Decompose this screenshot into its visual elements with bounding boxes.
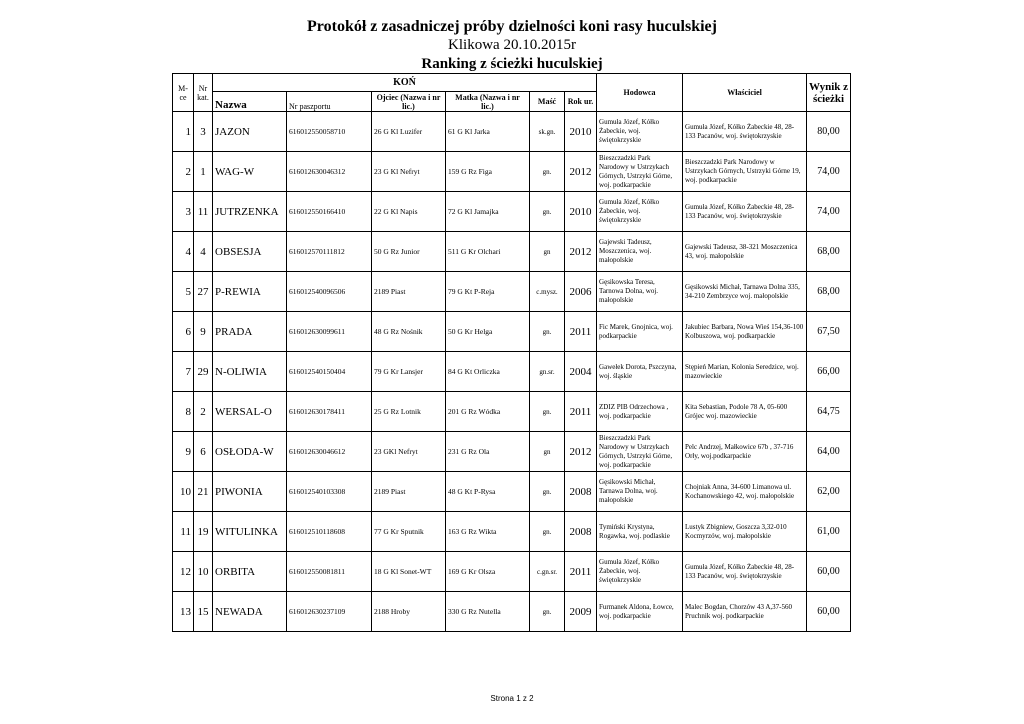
place-date: Klikowa 20.10.2015r	[448, 37, 576, 53]
col-header-ojciec: Ojciec (Nazwa i nr lic.)	[372, 92, 446, 112]
score-cell: 68,00	[807, 232, 851, 272]
rank-cell: 7	[173, 352, 194, 392]
owner-cell: Malec Bogdan, Chorzów 43 A,37-560 Pruchnik woj. podkarpackie	[683, 592, 807, 632]
rank-cell: 13	[173, 592, 194, 632]
catalog-number-cell: 6	[194, 432, 213, 472]
passport-cell: 616012540150404	[287, 352, 372, 392]
table-row	[173, 432, 851, 472]
sire-cell: 26 G Kl Luzifer	[372, 112, 446, 152]
horse-name-cell: P-REWIA	[213, 272, 287, 312]
birth-year-cell: 2012	[565, 232, 597, 272]
breeder-cell: Furmanek Aldona, Łowce, woj. podkarpackie	[597, 592, 683, 632]
col-header-nr: Nr kat.	[194, 74, 213, 112]
dam-cell: 231 G Rz Ola	[446, 432, 530, 472]
table-row	[173, 512, 851, 552]
color-cell: gn.	[530, 192, 565, 232]
birth-year-cell: 2011	[565, 312, 597, 352]
rank-cell: 5	[173, 272, 194, 312]
score-cell: 60,00	[807, 552, 851, 592]
table-row	[173, 232, 851, 272]
breeder-cell: Gumuła Józef, Kółko Żabeckie, woj. świętokrzyskie	[597, 552, 683, 592]
rank-cell: 11	[173, 512, 194, 552]
passport-cell: 616012550081811	[287, 552, 372, 592]
birth-year-cell: 2011	[565, 552, 597, 592]
birth-year-cell: 2009	[565, 592, 597, 632]
sire-cell: 23 G Kl Nefryt	[372, 152, 446, 192]
catalog-number-cell: 27	[194, 272, 213, 312]
col-header-paszport: Nr paszportu	[287, 92, 372, 112]
score-cell: 80,00	[807, 112, 851, 152]
birth-year-cell: 2008	[565, 472, 597, 512]
col-header-matka: Matka (Nazwa i nr lic.)	[446, 92, 530, 112]
owner-cell: Stępień Marian, Kolonia Seredzice, woj. mazowieckie	[683, 352, 807, 392]
catalog-number-cell: 9	[194, 312, 213, 352]
catalog-number-cell: 4	[194, 232, 213, 272]
horse-name-cell: OSŁODA-W	[213, 432, 287, 472]
owner-cell: Gumuła Józef, Kółko Żabeckie 48, 28-133 Pacanów, woj. świętokrzyskie	[683, 552, 807, 592]
horse-name-cell: WERSAL-O	[213, 392, 287, 432]
table-row	[173, 192, 851, 232]
horse-name-cell: PIWONIA	[213, 472, 287, 512]
birth-year-cell: 2010	[565, 112, 597, 152]
sire-cell: 48 G Rz Nośnik	[372, 312, 446, 352]
breeder-cell: Tymiński Krystyna, Rogawka, woj. podlaskie	[597, 512, 683, 552]
breeder-cell: Gumuła Józef, Kółko Żabeckie, woj. świętokrzyskie	[597, 192, 683, 232]
sire-cell: 2189 Piast	[372, 272, 446, 312]
breeder-cell: Gajewski Tadeusz, Moszczenica, woj. małopolskie	[597, 232, 683, 272]
color-cell: c.mysz.	[530, 272, 565, 312]
table-row	[173, 392, 851, 432]
sire-cell: 2188 Hroby	[372, 592, 446, 632]
rank-cell: 2	[173, 152, 194, 192]
col-header-hodowca: Hodowca	[597, 74, 683, 112]
table-row	[173, 592, 851, 632]
rank-cell: 1	[173, 112, 194, 152]
horse-name-cell: N-OLIWIA	[213, 352, 287, 392]
breeder-cell: Fic Marek, Gnojnica, woj. podkarpackie	[597, 312, 683, 352]
col-header-wlasciciel: Właściciel	[683, 74, 807, 112]
rank-cell: 4	[173, 232, 194, 272]
owner-cell: Gajewski Tadeusz, 38-321 Moszczenica 43, woj. małopolskie	[683, 232, 807, 272]
passport-cell: 616012630178411	[287, 392, 372, 432]
col-header-kon: KOŃ	[213, 74, 597, 92]
document-title: Protokół z zasadniczej próby dzielności koni rasy huculskiej	[307, 18, 717, 35]
owner-cell: Jakubiec Barbara, Nowa Wieś 154,36-100 Kolbuszowa, woj. podkarpackie	[683, 312, 807, 352]
birth-year-cell: 2006	[565, 272, 597, 312]
horse-name-cell: WAG-W	[213, 152, 287, 192]
owner-cell: Chojniak Anna, 34-600 Limanowa ul. Kochanowskiego 42, woj. małopolskie	[683, 472, 807, 512]
col-header-rok: Rok ur.	[565, 92, 597, 112]
dam-cell: 61 G Kl Jarka	[446, 112, 530, 152]
table-row	[173, 112, 851, 152]
passport-cell: 616012540103308	[287, 472, 372, 512]
dam-cell: 511 G Kr Olchari	[446, 232, 530, 272]
rank-cell: 6	[173, 312, 194, 352]
score-cell: 66,00	[807, 352, 851, 392]
dam-cell: 201 G Rz Wódka	[446, 392, 530, 432]
score-cell: 64,00	[807, 432, 851, 472]
dam-cell: 79 G Kt P-Reja	[446, 272, 530, 312]
catalog-number-cell: 15	[194, 592, 213, 632]
sire-cell: 18 G Kl Sonet-WT	[372, 552, 446, 592]
table-row	[173, 152, 851, 192]
sire-cell: 79 G Kr Lansjer	[372, 352, 446, 392]
horse-name-cell: ORBITA	[213, 552, 287, 592]
score-cell: 67,50	[807, 312, 851, 352]
breeder-cell: Bieszczadzki Park Narodowy w Ustrzykach Górnych, Ustrzyki Górne, woj. podkarpackie	[597, 432, 683, 472]
breeder-cell: Gęsikowski Michał, Tarnawa Dolna, woj. małopolskie	[597, 472, 683, 512]
breeder-cell: Bieszczadzki Park Narodowy w Ustrzykach Górnych, Ustrzyki Górne, woj. podkarpackie	[597, 152, 683, 192]
score-cell: 62,00	[807, 472, 851, 512]
sire-cell: 50 G Rz Junior	[372, 232, 446, 272]
catalog-number-cell: 11	[194, 192, 213, 232]
score-cell: 74,00	[807, 192, 851, 232]
passport-cell: 616012550058710	[287, 112, 372, 152]
passport-cell: 616012540096506	[287, 272, 372, 312]
birth-year-cell: 2012	[565, 432, 597, 472]
breeder-cell: ZDIZ PIB Odrzechowa , woj. podkarpackie	[597, 392, 683, 432]
rank-cell: 8	[173, 392, 194, 432]
color-cell: gn.	[530, 312, 565, 352]
table-row	[173, 272, 851, 312]
horse-name-cell: JUTRZENKA	[213, 192, 287, 232]
color-cell: c.gn.sr.	[530, 552, 565, 592]
horse-name-cell: JAZON	[213, 112, 287, 152]
passport-cell: 616012630046312	[287, 152, 372, 192]
color-cell: gn.sr.	[530, 352, 565, 392]
dam-cell: 163 G Rz Wikta	[446, 512, 530, 552]
table-row	[173, 312, 851, 352]
birth-year-cell: 2011	[565, 392, 597, 432]
owner-cell: Lustyk Zbigniew, Goszcza 3,32-010 Kocmyrzów, woj. małopolskie	[683, 512, 807, 552]
sire-cell: 77 G Kr Sputnik	[372, 512, 446, 552]
owner-cell: Gęsikowski Michał, Tarnawa Dolna 335, 34-210 Zembrzyce woj. małopolskie	[683, 272, 807, 312]
owner-cell: Gumuła Józef, Kółko Żabeckie 48, 28-133 Pacanów, woj. świętokrzyskie	[683, 112, 807, 152]
rank-cell: 10	[173, 472, 194, 512]
ranking-subtitle: Ranking z ścieżki huculskiej	[421, 56, 603, 72]
page-footer: Strona 1 z 2	[490, 694, 534, 703]
table-row	[173, 552, 851, 592]
birth-year-cell: 2010	[565, 192, 597, 232]
rank-cell: 12	[173, 552, 194, 592]
table-row	[173, 472, 851, 512]
horse-name-cell: OBSESJA	[213, 232, 287, 272]
owner-cell: Bieszczadzki Park Narodowy w Ustrzykach Górnych, Ustrzyki Górne 19, woj. podkarpackie	[683, 152, 807, 192]
breeder-cell: Gumuła Józef, Kółko Żabeckie, woj. świętokrzyskie	[597, 112, 683, 152]
dam-cell: 84 G Kt Orliczka	[446, 352, 530, 392]
rank-cell: 9	[173, 432, 194, 472]
col-header-wynik: Wynik z ścieżki	[807, 74, 851, 112]
dam-cell: 159 G Rz Figa	[446, 152, 530, 192]
catalog-number-cell: 3	[194, 112, 213, 152]
dam-cell: 330 G Rz Nutella	[446, 592, 530, 632]
dam-cell: 50 G Kr Helga	[446, 312, 530, 352]
birth-year-cell: 2008	[565, 512, 597, 552]
color-cell: gn.	[530, 392, 565, 432]
color-cell: gn.	[530, 512, 565, 552]
color-cell: gn.	[530, 152, 565, 192]
score-cell: 64,75	[807, 392, 851, 432]
breeder-cell: Gawełek Dorota, Pszczyna, woj. śląskie	[597, 352, 683, 392]
owner-cell: Kita Sebastian, Podole 78 A, 05-600 Grójec woj. mazowieckie	[683, 392, 807, 432]
passport-cell: 616012630237109	[287, 592, 372, 632]
ranking-rows	[173, 112, 851, 632]
score-cell: 74,00	[807, 152, 851, 192]
sire-cell: 2189 Piast	[372, 472, 446, 512]
passport-cell: 616012630099611	[287, 312, 372, 352]
owner-cell: Pelc Andrzej, Małkowice 67b , 37-716 Orły, woj.podkarpackie	[683, 432, 807, 472]
color-cell: gn	[530, 232, 565, 272]
passport-cell: 616012630046612	[287, 432, 372, 472]
owner-cell: Gumuła Józef, Kółko Żabeckie 48, 28-133 Pacanów, woj. świętokrzyskie	[683, 192, 807, 232]
col-header-masc: Maść	[530, 92, 565, 112]
table-row	[173, 352, 851, 392]
birth-year-cell: 2004	[565, 352, 597, 392]
color-cell: gn.	[530, 472, 565, 512]
score-cell: 60,00	[807, 592, 851, 632]
dam-cell: 72 G Kl Jamajka	[446, 192, 530, 232]
passport-cell: 616012570111812	[287, 232, 372, 272]
ranking-table	[172, 73, 851, 632]
score-cell: 68,00	[807, 272, 851, 312]
sire-cell: 22 G Kl Napis	[372, 192, 446, 232]
passport-cell: 616012510118608	[287, 512, 372, 552]
rank-cell: 3	[173, 192, 194, 232]
catalog-number-cell: 2	[194, 392, 213, 432]
horse-name-cell: NEWADA	[213, 592, 287, 632]
catalog-number-cell: 19	[194, 512, 213, 552]
catalog-number-cell: 21	[194, 472, 213, 512]
catalog-number-cell: 1	[194, 152, 213, 192]
dam-cell: 48 G Kt P-Rysa	[446, 472, 530, 512]
color-cell: gn.	[530, 592, 565, 632]
horse-name-cell: WITULINKA	[213, 512, 287, 552]
catalog-number-cell: 10	[194, 552, 213, 592]
sire-cell: 25 G Rz Lotnik	[372, 392, 446, 432]
color-cell: gn	[530, 432, 565, 472]
sire-cell: 23 GKl Nefryt	[372, 432, 446, 472]
col-header-nazwa: Nazwa	[213, 92, 287, 112]
color-cell: sk.gn.	[530, 112, 565, 152]
horse-name-cell: PRADA	[213, 312, 287, 352]
col-header-mce: M-ce	[173, 74, 194, 112]
birth-year-cell: 2012	[565, 152, 597, 192]
score-cell: 61,00	[807, 512, 851, 552]
breeder-cell: Gęsikowska Teresa, Tarnowa Dolna, woj. małopolskie	[597, 272, 683, 312]
passport-cell: 616012550166410	[287, 192, 372, 232]
dam-cell: 169 G Kr Olsza	[446, 552, 530, 592]
catalog-number-cell: 29	[194, 352, 213, 392]
